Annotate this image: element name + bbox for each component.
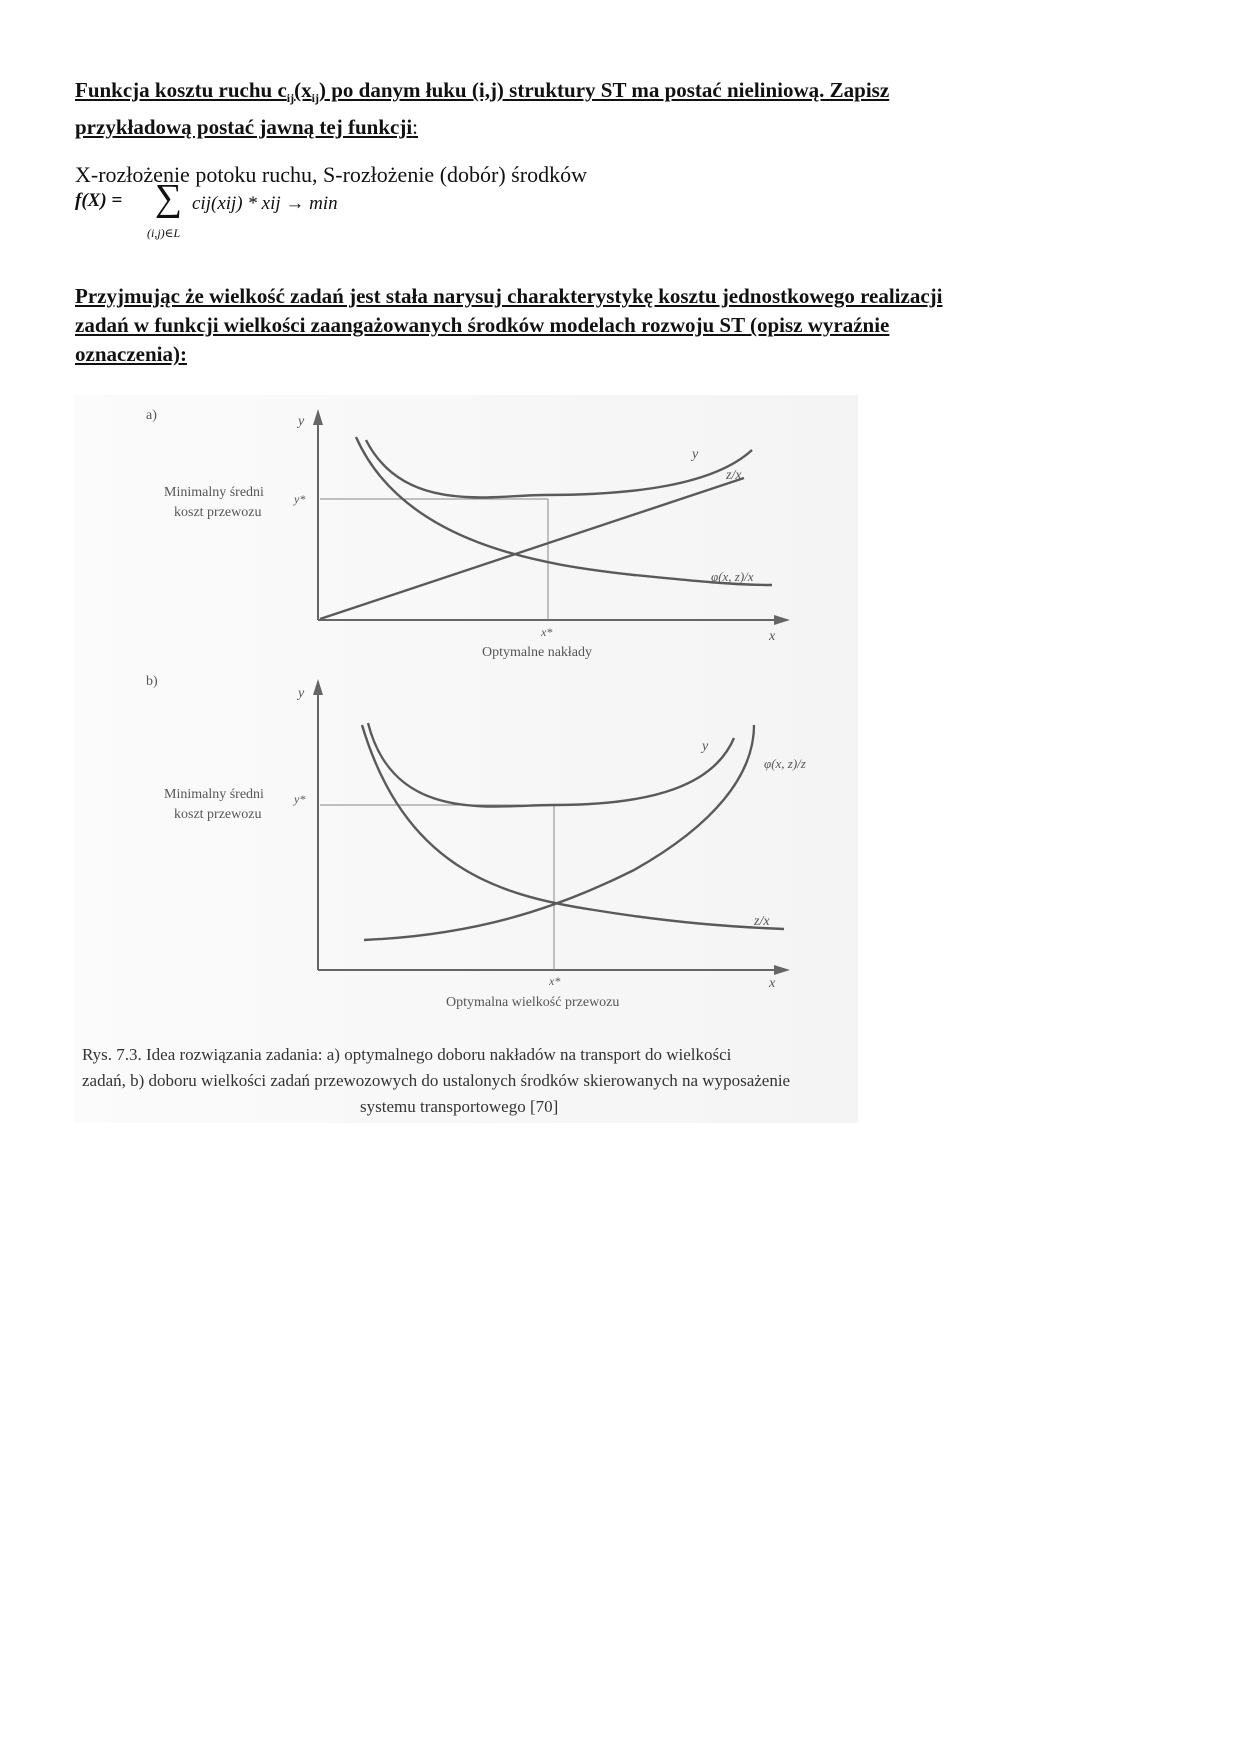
question-2 xyxy=(75,282,1135,369)
question-1-line-1: Funkcja kosztu ruchu $c_{ij}(x_{ij})$ po danym łuku (i,j) struktury ST ma postać nieliniową. Zapisz xyxy=(75,78,890,106)
figure-drawing xyxy=(74,395,858,1123)
panel-b-curve-increasing xyxy=(364,725,754,940)
panel-a-x-axis-label: x xyxy=(769,629,776,644)
figure-caption-line-2: zadań, b) doboru wielkości zadań przewozowych do ustalonych środków skierowanych na wyposażenie xyxy=(82,1071,791,1090)
question-2-line-3: oznaczenia): xyxy=(75,342,187,366)
panel-a-line-zx-label: z/x xyxy=(726,468,742,483)
sum-symbol: ∑ xyxy=(155,177,183,219)
sum-subscript: (i,j)∈L xyxy=(147,226,181,240)
panel-b-y-label-1: Minimalny średni xyxy=(164,787,264,802)
figure-caption-line-3: systemu transportowego [70] xyxy=(360,1097,559,1116)
panel-b-x-caption: Optymalna wielkość przewozu xyxy=(446,995,620,1010)
panel-a-curve-y-label: y xyxy=(692,447,699,462)
panel-a-x-caption: Optymalne nakłady xyxy=(482,645,593,660)
panel-a-curve-phi-label: φ(x, z)/x xyxy=(711,569,754,584)
question-2-line-2: zadań w funkcji wielkości zaangażowanych środków modelach rozwoju ST (opisz wyraźnie xyxy=(75,313,890,337)
formula-rhs: cij(xij) * xij → min xyxy=(192,193,338,214)
panel-b-curve-y xyxy=(368,723,734,807)
panel-a-x-star: x* xyxy=(541,625,553,639)
panel-a-y-star: y* xyxy=(294,492,306,506)
panel-b-curve-y-label: y xyxy=(702,739,709,754)
panel-a-y-label-1: Minimalny średni xyxy=(164,485,264,500)
panel-a-y-label-2: koszt przewozu xyxy=(174,505,262,520)
panel-a-curve-phi xyxy=(356,437,772,585)
figure-caption-line-1: Rys. 7.3. Idea rozwiązania zadania: a) optymalnego doboru nakładów na transport do wielkości xyxy=(82,1045,732,1064)
panel-b-y-star: y* xyxy=(294,792,306,806)
panel-b-x-star: x* xyxy=(549,974,561,988)
cost-formula xyxy=(75,177,338,240)
panel-a-y-axis-label: y xyxy=(298,414,305,429)
formula-lhs: f(X) = xyxy=(75,190,123,211)
panel-b-curve-increasing-label: φ(x, z)/z xyxy=(764,756,806,771)
panel-b-tag: b) xyxy=(146,674,158,689)
panel-a-tag: a) xyxy=(146,408,157,423)
panel-b-y-label-2: koszt przewozu xyxy=(174,807,262,822)
question-2-line-1: Przyjmując że wielkość zadań jest stała narysuj charakterystykę kosztu jednostkowego realizacji xyxy=(75,284,943,308)
panel-b-y-axis-label: y xyxy=(298,686,305,701)
question-1: Funkcja kosztu ruchu $c_{ij}(x_{ij})$ po danym łuku (i,j) struktury ST ma postać nieliniową. Zapisz przykładową postać jawną tej funkcji: xyxy=(75,78,890,140)
scanned-figure xyxy=(74,395,858,1123)
answer-1-text: X-rozłożenie potoku ruchu, S-rozłożenie (dobór) środków xyxy=(75,162,587,187)
panel-b-curve-decreasing-label: z/x xyxy=(754,914,770,929)
panel-b-x-axis-label: x xyxy=(769,976,776,991)
question-1-line-2: przykładową postać jawną tej funkcji xyxy=(75,115,413,140)
